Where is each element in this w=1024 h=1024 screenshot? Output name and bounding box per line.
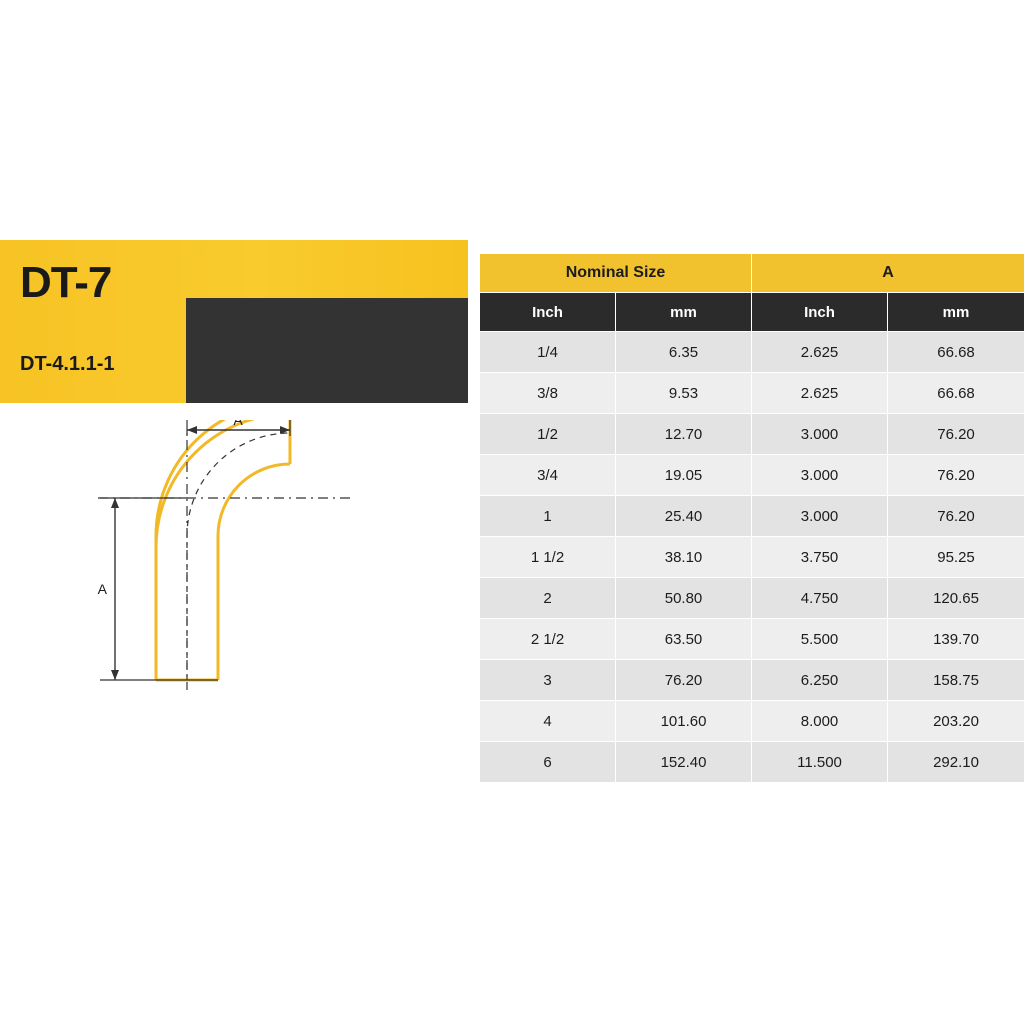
table-cell: 50.80 [616,578,752,619]
table-row [480,537,1024,578]
table-cell: 2 [480,578,616,619]
table-cell: 63.50 [616,619,752,660]
table-cell: 120.65 [888,578,1024,619]
table-cell: 95.25 [888,537,1024,578]
table-cell: 152.40 [616,742,752,783]
table-unit-header-row [480,293,1024,332]
table-body [480,332,1024,783]
specification-table [479,253,1024,783]
bend-centerline [187,433,290,680]
table-cell: 8.000 [752,701,888,742]
table-row [480,742,1024,783]
table-cell: 3.000 [752,414,888,455]
table-cell: 3 [480,660,616,701]
column-header-a-mm: mm [888,293,1024,332]
column-header-nominal-mm: mm [616,293,752,332]
elbow-diagram [60,420,420,690]
table-cell: 1 [480,496,616,537]
title-badge [0,240,468,403]
top-dimension-label: A [233,420,243,428]
table-cell: 1/4 [480,332,616,373]
table-group-header-row [480,254,1024,293]
table-cell: 3/4 [480,455,616,496]
badge-dark-block [186,298,468,403]
table-cell: 76.20 [616,660,752,701]
table-cell: 11.500 [752,742,888,783]
table-row [480,660,1024,701]
table-row [480,455,1024,496]
table-row [480,496,1024,537]
top-arrow-left [187,426,197,434]
table-cell: 76.20 [888,414,1024,455]
left-dimension-label: A [97,581,107,597]
table-cell: 12.70 [616,414,752,455]
left-arrow-bottom [111,670,119,680]
table-cell: 158.75 [888,660,1024,701]
table-cell: 139.70 [888,619,1024,660]
table-cell: 25.40 [616,496,752,537]
elbow-outer-curve [156,420,290,680]
left-panel [0,240,468,690]
column-group-nominal-size: Nominal Size [480,254,752,293]
table-cell: 38.10 [616,537,752,578]
column-header-a-inch: Inch [752,293,888,332]
table-row [480,373,1024,414]
90-degree-elbow-drawing [60,420,420,690]
table-cell: 19.05 [616,455,752,496]
specification-table-wrapper [479,253,1024,783]
page-title: DT-7 [20,258,112,307]
left-arrow-top [111,498,119,508]
column-header-nominal-inch: Inch [480,293,616,332]
table-cell: 66.68 [888,332,1024,373]
table-cell: 76.20 [888,496,1024,537]
table-cell: 2.625 [752,332,888,373]
table-row [480,332,1024,373]
elbow-inner-curve [218,464,290,680]
table-cell: 1/2 [480,414,616,455]
table-cell: 4.750 [752,578,888,619]
table-cell: 4 [480,701,616,742]
table-cell: 3.000 [752,496,888,537]
table-cell: 66.68 [888,373,1024,414]
table-cell: 76.20 [888,455,1024,496]
elbow-outer-wall [156,420,289,680]
table-row [480,619,1024,660]
table-cell: 6 [480,742,616,783]
table-row [480,578,1024,619]
table-row [480,414,1024,455]
drawing-reference: DT-4.1.1-1 [20,353,115,375]
table-cell: 101.60 [616,701,752,742]
table-row [480,701,1024,742]
table-cell: 6.35 [616,332,752,373]
table-cell: 2.625 [752,373,888,414]
table-cell: 292.10 [888,742,1024,783]
column-group-a: A [752,254,1024,293]
table-cell: 6.250 [752,660,888,701]
table-cell: 9.53 [616,373,752,414]
table-head [480,254,1024,332]
table-cell: 3.000 [752,455,888,496]
table-cell: 2 1/2 [480,619,616,660]
table-cell: 5.500 [752,619,888,660]
table-cell: 3/8 [480,373,616,414]
table-cell: 1 1/2 [480,537,616,578]
elbow-helper [156,420,289,680]
table-cell: 203.20 [888,701,1024,742]
table-cell: 3.750 [752,537,888,578]
